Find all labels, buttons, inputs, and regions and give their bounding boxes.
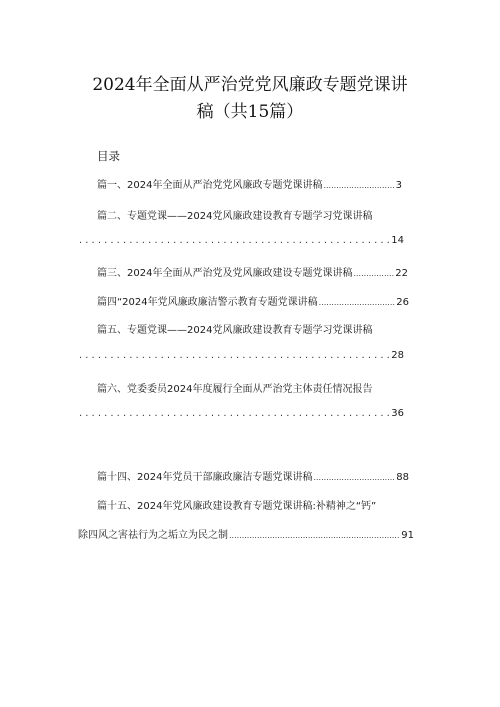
toc-entry-page: 3 — [395, 180, 402, 191]
toc-entry-title: 篇一、2024年全面从严治党党风廉政专题党课讲稿 — [97, 180, 323, 191]
toc-entry-leader-row — [78, 235, 404, 246]
toc-entry[interactable] — [97, 380, 407, 395]
toc-entry[interactable] — [97, 207, 407, 222]
toc-entry[interactable] — [97, 264, 408, 279]
toc-leader-dots — [313, 473, 395, 482]
title-line-2: 稿（共15篇） — [196, 102, 304, 122]
toc-entry[interactable] — [97, 293, 409, 308]
toc-leader-dots — [319, 298, 396, 307]
toc-heading: 目录 — [97, 149, 120, 163]
title-line-1: 2024年全面从严治党党风廉政专题党课讲 — [92, 75, 408, 95]
toc-entry[interactable] — [97, 497, 427, 512]
toc-entry-leader-row — [78, 408, 404, 419]
toc-leader-dots — [79, 235, 390, 246]
toc-entry-title: 篇三、2024年全面从严治党及党风廉政建设专题党课讲稿 — [97, 268, 353, 279]
toc-leader-dots — [79, 350, 390, 361]
toc-entry-page: 91 — [401, 530, 414, 541]
toc-entry[interactable] — [97, 468, 409, 483]
toc-entry[interactable] — [97, 321, 407, 336]
toc-leader-dots — [79, 408, 390, 419]
toc-entry-continuation-row — [78, 526, 414, 541]
toc-entry[interactable] — [97, 176, 402, 191]
toc-entry-title: 篇六、党委委员2024年度履行全面从严治党主体责任情况报告 — [97, 384, 373, 395]
toc-leader-dots — [323, 181, 394, 190]
toc-entry-page: 26 — [396, 297, 409, 308]
toc-entry-page: 36 — [391, 408, 404, 419]
toc-entry-title: 篇四“2024年党风廉政廉洁警示教育专题党课讲稿 — [97, 297, 318, 308]
toc-entry-title-continued: 除四风之害祛行为之垢立为民之制 — [78, 530, 228, 541]
toc-entry-title: 篇十四、2024年党员干部廉政廉洁专题党课讲稿 — [97, 472, 313, 483]
toc-leader-dots — [353, 269, 394, 278]
toc-entry-page: 22 — [395, 268, 408, 279]
toc-entry-page: 28 — [391, 350, 404, 361]
document-title — [60, 72, 440, 126]
toc-entry-title: 篇二、专题党课——2024党风廉政建设教育专题学习党课讲稿 — [97, 211, 373, 222]
toc-leader-dots — [229, 531, 400, 540]
toc-entry-leader-row — [78, 350, 404, 361]
toc-entry-title: 篇五、专题党课——2024党风廉政建设教育专题学习党课讲稿 — [97, 325, 373, 336]
toc-entry-page: 14 — [391, 235, 404, 246]
toc-entry-title: 篇十五、2024年党风廉政建设教育专题党课讲稿:补精神之“钙” — [97, 501, 377, 512]
toc-entry-page: 88 — [396, 472, 409, 483]
